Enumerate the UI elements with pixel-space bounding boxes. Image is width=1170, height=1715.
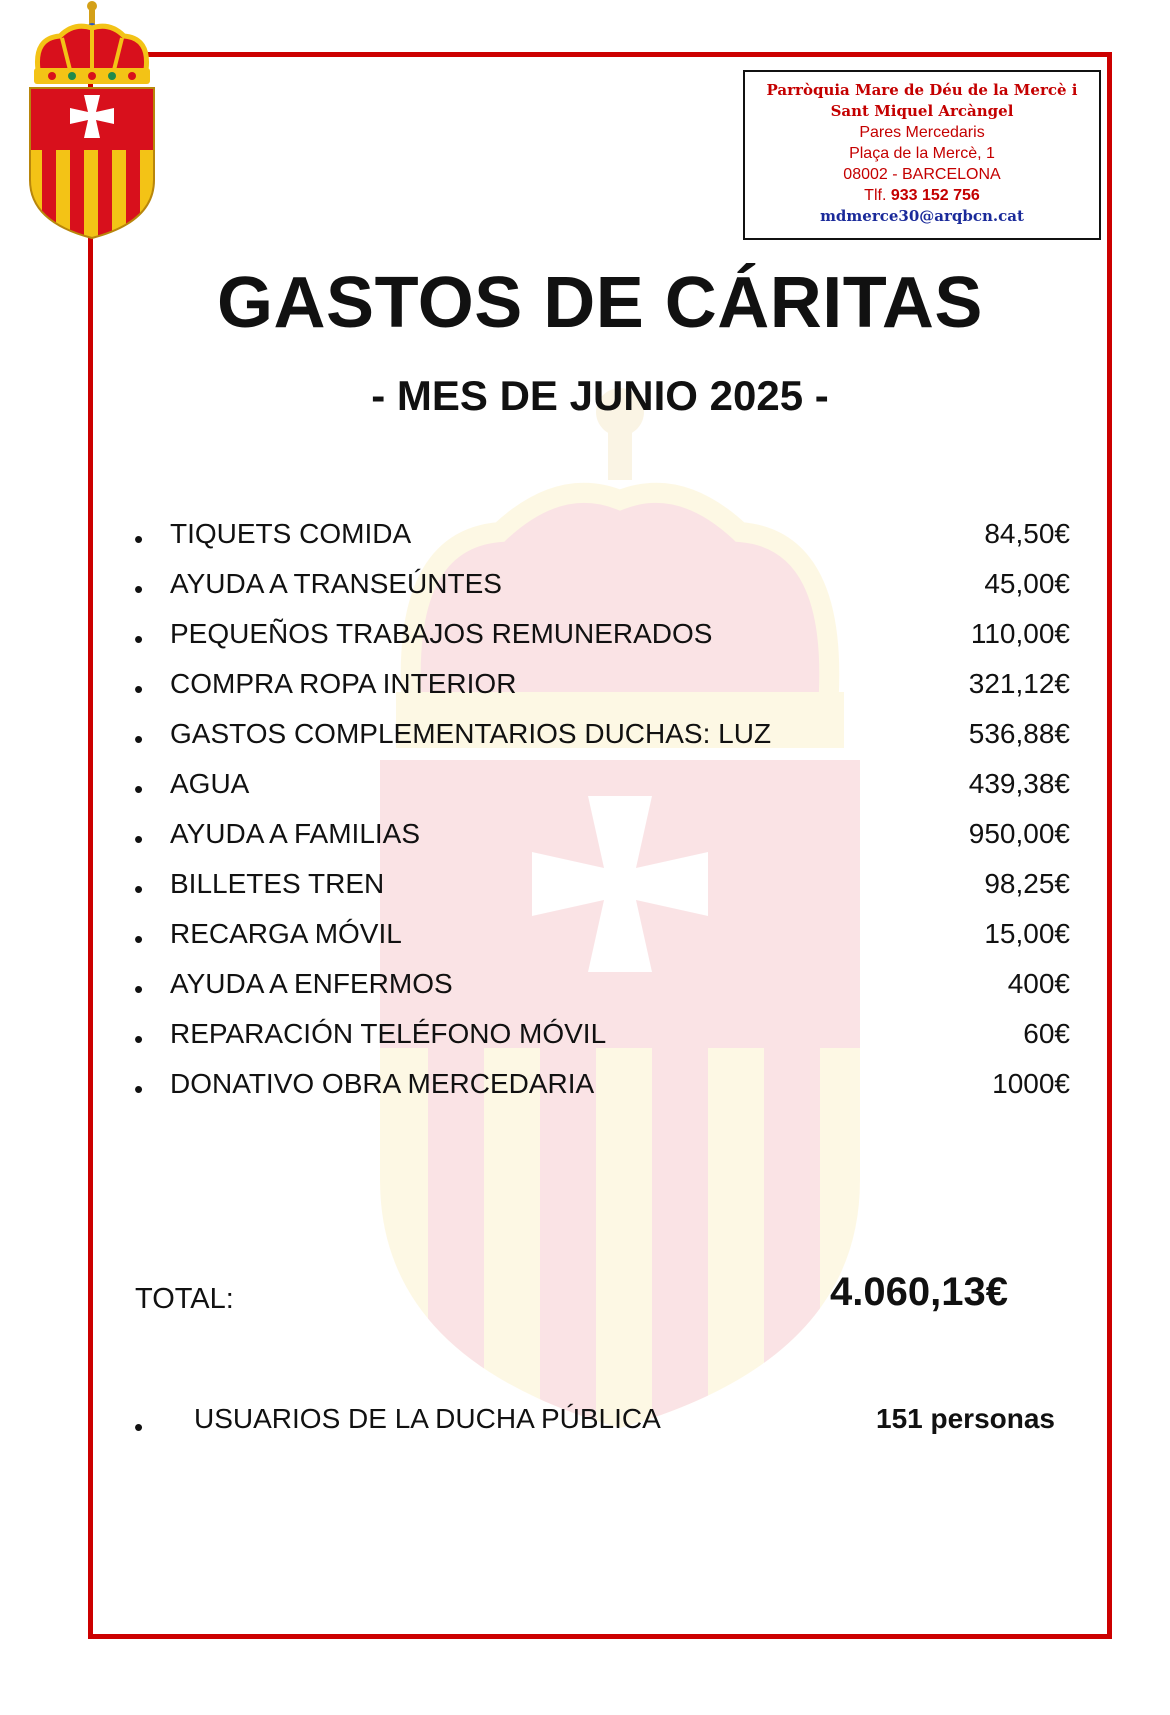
expense-item [0, 968, 1170, 1008]
expense-item [0, 818, 1170, 858]
expense-item [0, 668, 1170, 708]
bullet-icon: • [134, 724, 144, 754]
expense-label: AYUDA A TRANSEÚNTES [170, 568, 502, 599]
contact-box [743, 70, 1101, 240]
expense-label: REPARACIÓN TELÉFONO MÓVIL [170, 1018, 607, 1049]
bullet-icon: • [134, 824, 144, 854]
bullet-icon: • [134, 624, 144, 654]
expense-label: TIQUETS COMIDA [170, 518, 412, 549]
expense-item [0, 518, 1170, 558]
expense-item [0, 868, 1170, 908]
bullet-icon: • [134, 1024, 144, 1054]
bullet-icon: • [134, 974, 144, 1004]
expense-label: GASTOS COMPLEMENTARIOS DUCHAS: LUZ [170, 718, 772, 749]
bullet-icon: • [134, 1074, 144, 1104]
contact-email: mdmerce30@arqbcn.cat [820, 207, 1024, 225]
contact-phone [745, 185, 1099, 206]
expense-amount: 321,12€ [968, 668, 1070, 699]
expense-amount: 110,00€ [970, 618, 1070, 649]
expense-item [0, 1018, 1170, 1058]
expense-amount: 98,25€ [984, 868, 1070, 899]
expense-item [0, 918, 1170, 958]
bullet-icon: • [134, 524, 144, 554]
expense-label: AYUDA A FAMILIAS [170, 818, 421, 849]
bullet-icon: • [134, 774, 144, 804]
expense-amount: 15,00€ [984, 918, 1070, 949]
expense-amount: 536,88€ [968, 718, 1070, 749]
bullet-icon: • [134, 924, 144, 954]
phone-label: Tlf. [864, 187, 887, 204]
parish-name-line1: Parròquia Mare de Déu de la Mercè i [766, 81, 1078, 99]
bullet-icon: • [134, 574, 144, 604]
expense-item [0, 618, 1170, 658]
expense-item [0, 568, 1170, 608]
expense-item [0, 1068, 1170, 1108]
expense-item [0, 768, 1170, 808]
bullet-icon: • [134, 674, 144, 704]
expense-amount: 950,00€ [968, 818, 1070, 849]
page-subtitle: - MES DE JUNIO 2025 - [371, 372, 829, 419]
total-label: TOTAL: [135, 1283, 234, 1315]
users-value: 151 personas [876, 1403, 1055, 1434]
contact-line-address: Plaça de la Mercè, 1 [849, 145, 995, 162]
page-title: GASTOS DE CÁRITAS [217, 263, 983, 343]
expense-amount: 439,38€ [968, 768, 1070, 799]
phone-number: 933 152 756 [890, 187, 980, 204]
mercedarian-crest-icon [22, 0, 162, 240]
expense-label: AGUA [170, 768, 250, 799]
expense-label: DONATIVO OBRA MERCEDARIA [170, 1068, 595, 1099]
expense-amount: 45,00€ [984, 568, 1070, 599]
expense-label: COMPRA ROPA INTERIOR [170, 668, 517, 699]
expense-amount: 60€ [1023, 1018, 1070, 1049]
bullet-icon: • [134, 874, 144, 904]
contact-line-order: Pares Mercedaris [859, 124, 985, 141]
users-label: USUARIOS DE LA DUCHA PÚBLICA [194, 1403, 661, 1434]
expense-label: BILLETES TREN [170, 868, 385, 899]
expense-amount: 400€ [1007, 968, 1070, 999]
expense-label: AYUDA A ENFERMOS [170, 968, 453, 999]
expense-amount: 84,50€ [984, 518, 1070, 549]
expense-label: RECARGA MÓVIL [170, 918, 402, 949]
contact-line-city: 08002 - BARCELONA [843, 166, 1001, 183]
users-bullet: • [134, 1412, 144, 1442]
expense-label: PEQUEÑOS TRABAJOS REMUNERADOS [170, 618, 713, 649]
expense-item [0, 718, 1170, 758]
total-value: 4.060,13€ [830, 1270, 1008, 1314]
parish-name-line2: Sant Miquel Arcàngel [830, 102, 1014, 120]
expense-amount: 1000€ [992, 1068, 1070, 1099]
